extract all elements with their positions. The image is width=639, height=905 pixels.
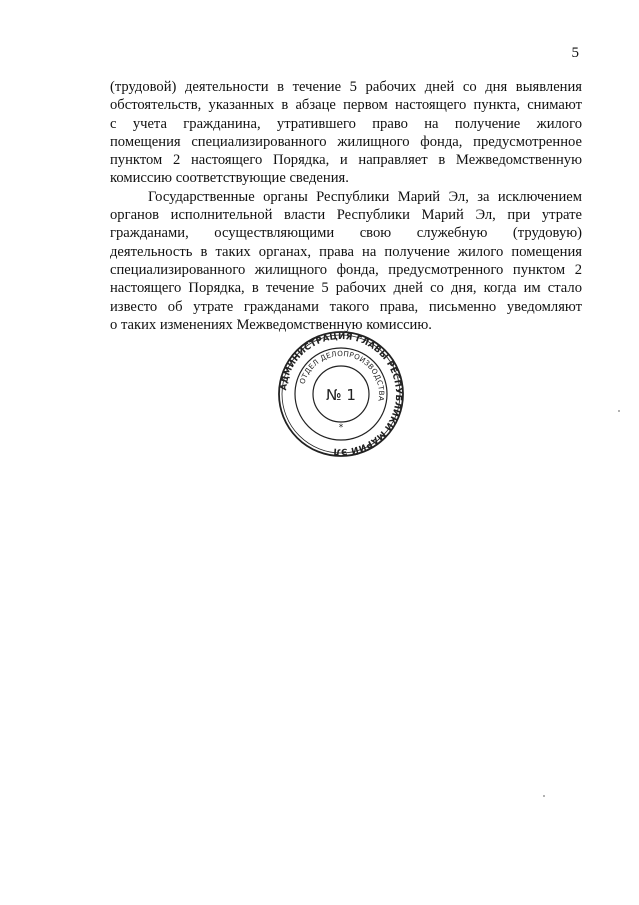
- paragraph-1: [110, 78, 582, 188]
- scan-speck: [543, 795, 545, 797]
- paragraph-line: деятельность в таких органах, права на получение жилого помещения: [110, 243, 582, 260]
- office-stamp: [277, 330, 405, 458]
- paragraph-line: с учета гражданина, утратившего право на получение жилого: [110, 115, 582, 132]
- paragraph-line: настоящего Порядка, в течение 5 рабочих дней со дня, когда им стало: [110, 280, 582, 297]
- paragraph-line: помещения специализированного жилищного фонда, предусмотренное: [110, 133, 582, 150]
- paragraph-line: специализированного жилищного фонда, предусмотренного пунктом 2: [110, 261, 582, 278]
- paragraph-line: органов исполнительной власти Республики Марий Эл, при утрате: [110, 207, 582, 224]
- paragraph-line: гражданами, осуществляющими свою служебную (трудовую): [110, 225, 582, 242]
- paragraph-line: обстоятельств, указанных в абзаце первом настоящего пункта, снимают: [110, 97, 582, 114]
- stamp-center-number: № 1: [326, 386, 356, 404]
- paragraph-line: пунктом 2 настоящего Порядка, и направляет в Межведомственную: [110, 152, 582, 169]
- stamp-star-bottom: *: [338, 423, 344, 433]
- paragraph-line: о таких изменениях Межведомственную комиссию.: [110, 316, 432, 333]
- paragraph-2: [110, 188, 582, 334]
- page-number: 5: [571, 45, 579, 61]
- stamp-inner-text-path: ОТДЕЛ ДЕЛОПРОИЗВОДСТВА: [297, 348, 387, 402]
- paragraph-line: комиссию соответствующие сведения.: [110, 170, 349, 187]
- paragraph-line: Государственные органы Республики Марий Эл, за исключением: [148, 188, 582, 205]
- stamp-outer-text-path: АДМИНИСТРАЦИЯ ГЛАВЫ РЕСПУБЛИКИ МАРИЙ ЭЛ: [279, 331, 404, 457]
- paragraph-line: (трудовой) деятельности в течение 5 рабочих дней со дня выявления: [110, 79, 582, 95]
- paragraph-line: известо об утрате гражданами такого права, письменно уведомляют: [110, 298, 582, 315]
- stamp-graphic: [277, 330, 405, 458]
- scan-speck: [618, 410, 620, 412]
- document-body: [110, 78, 582, 334]
